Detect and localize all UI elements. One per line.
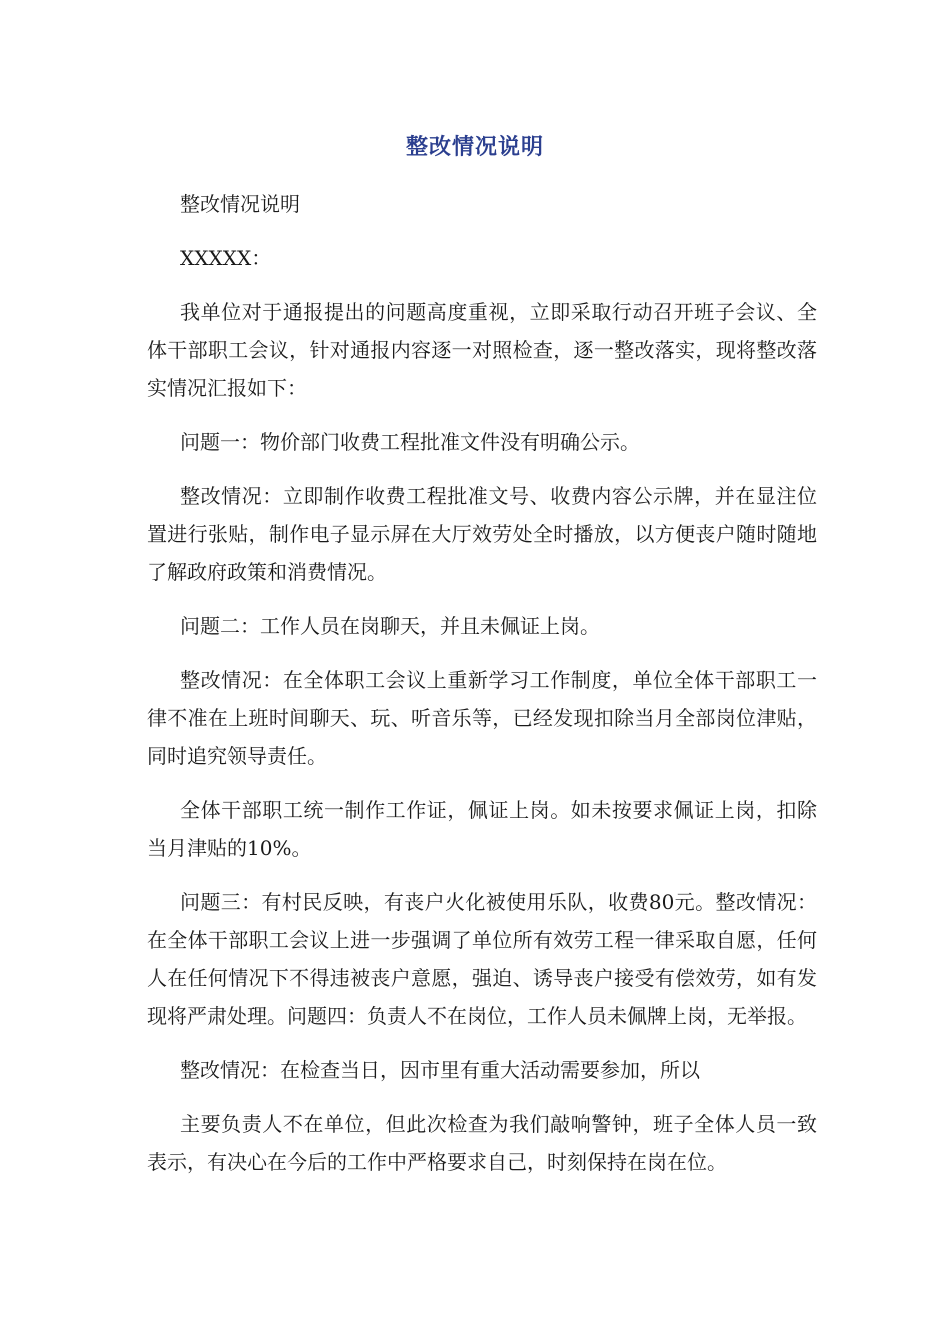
intro-paragraph: 我单位对于通报提出的问题高度重视，立即采取行动召开班子会议、全体干部职工会议，针对通报内容逐一对照检查，逐一整改落实，现将整改落实情况汇报如下： — [147, 300, 817, 400]
rectification-four-paragraph: 整改情况：在检查当日，因市里有重大活动需要参加，所以 — [180, 1058, 700, 1082]
issue-one-paragraph: 问题一：物价部门收费工程批准文件没有明确公示。 — [180, 430, 640, 454]
rectification-one-paragraph: 整改情况：立即制作收费工程批准文号、收费内容公示牌，并在显注位置进行张贴，制作电子显示屏在大厅效劳处全时播放，以方便丧户随时随地了解政府政策和消费情况。 — [147, 484, 817, 584]
rectification-two-paragraph: 整改情况：在全体职工会议上重新学习工作制度，单位全体干部职工一律不准在上班时间聊天、玩、听音乐等，已经发现扣除当月全部岗位津贴，同时追究领导责任。 — [147, 668, 817, 768]
work-permit-paragraph: 全体干部职工统一制作工作证，佩证上岗。如未按要求佩证上岗，扣除当月津贴的10%。 — [147, 798, 817, 860]
issue-two-paragraph: 问题二：工作人员在岗聊天，并且未佩证上岗。 — [180, 614, 600, 638]
document-title: 整改情况说明 — [405, 135, 544, 160]
closing-paragraph: 主要负责人不在单位，但此次检查为我们敲响警钟，班子全体人员一致表示，有决心在今后的工作中严格要求自己，时刻保持在岗在位。 — [147, 1112, 817, 1174]
salutation-paragraph: XXXXX： — [180, 246, 272, 270]
subtitle-paragraph: 整改情况说明 — [180, 192, 300, 216]
document-body — [147, 185, 817, 1197]
issue-three-four-paragraph: 问题三：有村民反映，有丧户火化被使用乐队，收费80元。整改情况：在全体干部职工会议上进一步强调了单位所有效劳工程一律采取自愿，任何人在任何情况下不得违被丧户意愿，强迫、诱导丧户接受有偿效劳，如有发现将严肃处理。问题四：负责人不在岗位，工作人员未佩牌上岗，无举报。 — [147, 890, 817, 1028]
